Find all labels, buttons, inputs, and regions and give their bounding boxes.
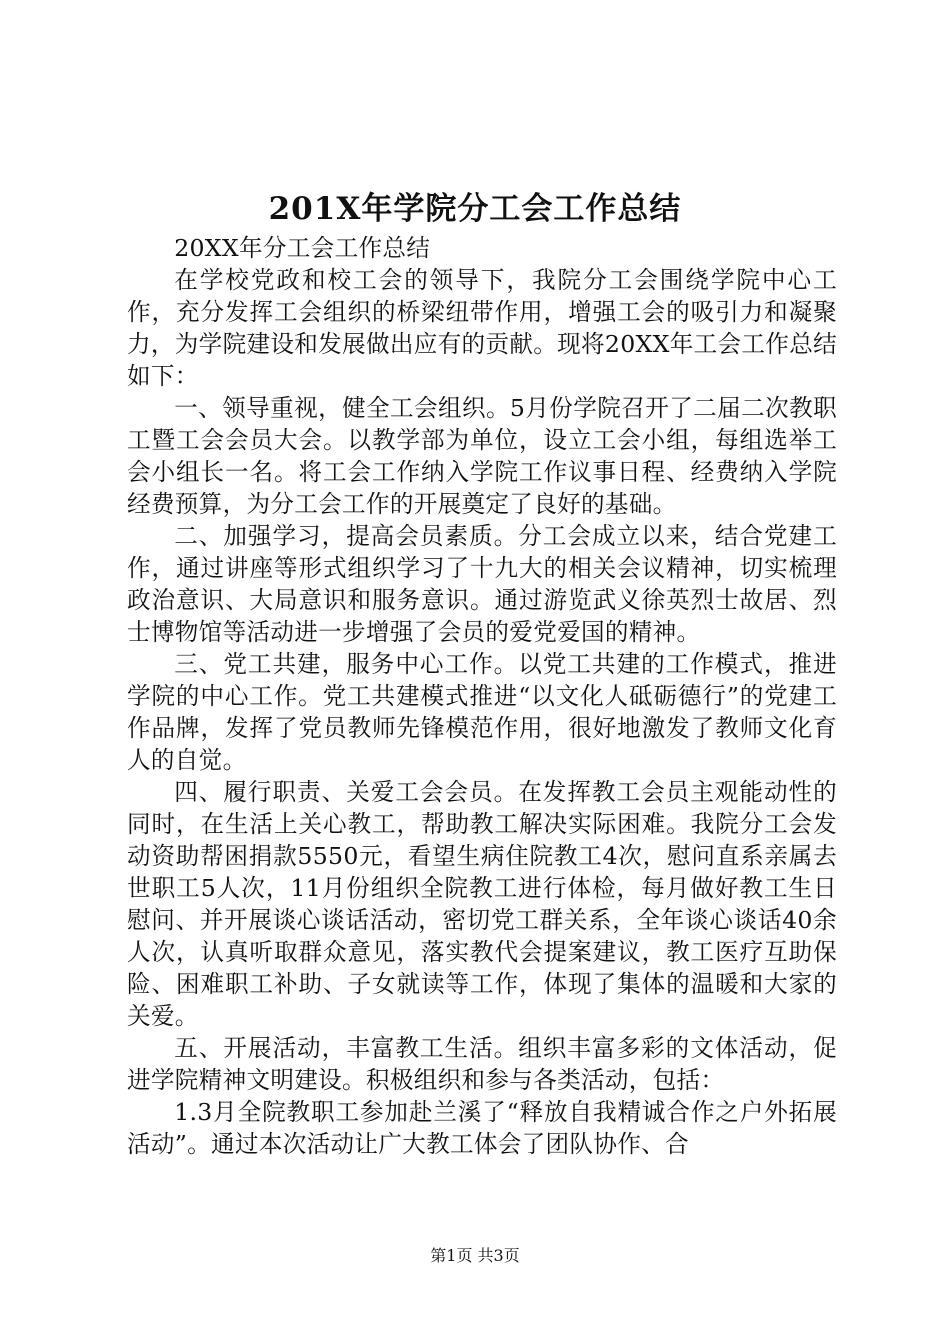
paragraph-section-5: 五、开展活动，丰富教工生活。组织丰富多彩的文体活动，促进学院精神文明建设。积极组织和参与各类活动，包括： xyxy=(127,1034,837,1094)
paragraph-section-4: 四、履行职责、关爱工会会员。在发挥教工会员主观能动性的同时，在生活上关心教工，帮助教工解决实际困难。我院分工会发动资助帮困捐款5550元，看望生病住院教工4次，慰问直系亲属去世职工5人次，11月份组织全院教工进行体检，每月做好教工生日慰问、并开展谈心谈话活动，密切党工群关系，全年谈心谈话40余人次，认真听取群众意见，落实教代会提案建议，教工医疗互助保险、困难职工补助、子女就读等工作，体现了集体的温暖和大家的关爱。 xyxy=(127,778,837,1030)
page-footer: 第1页 共3页 xyxy=(430,1246,520,1265)
paragraph-section-1: 一、领导重视，健全工会组织。5月份学院召开了二届二次教职工暨工会会员大会。以教学部为单位，设立工会小组，每组选举工会小组长一名。将工会工作纳入学院工作议事日程、经费纳入学院经费预算，为分工会工作的开展奠定了良好的基础。 xyxy=(127,394,837,518)
paragraph-section-2: 二、加强学习，提高会员素质。分工会成立以来，结合党建工作，通过讲座等形式组织学习了十九大的相关会议精神，切实梳理政治意识、大局意识和服务意识。通过游览武义徐英烈士故居、烈士博物馆等活动进一步增强了会员的爱党爱国的精神。 xyxy=(127,522,837,646)
document-body xyxy=(127,232,837,1160)
document-subtitle: 20XX年分工会工作总结 xyxy=(174,234,431,262)
paragraph-intro: 在学校党政和校工会的领导下，我院分工会围绕学院中心工作，充分发挥工会组织的桥梁纽带作用，增强工会的吸引力和凝聚力，为学院建设和发展做出应有的贡献。现将20XX年工会工作总结如下： xyxy=(127,266,837,390)
document-title: 201X年学院分工会工作总结 xyxy=(268,191,682,227)
paragraph-item-1: 1.3月全院教职工参加赴兰溪了“释放自我精诚合作之户外拓展活动”。通过本次活动让广大教工体会了团队协作、合 xyxy=(127,1098,837,1158)
paragraph-section-3: 三、党工共建，服务中心工作。以党工共建的工作模式，推进学院的中心工作。党工共建模式推进“以文化人砥砺德行”的党建工作品牌，发挥了党员教师先锋模范作用，很好地激发了教师文化育人的自觉。 xyxy=(127,650,837,774)
